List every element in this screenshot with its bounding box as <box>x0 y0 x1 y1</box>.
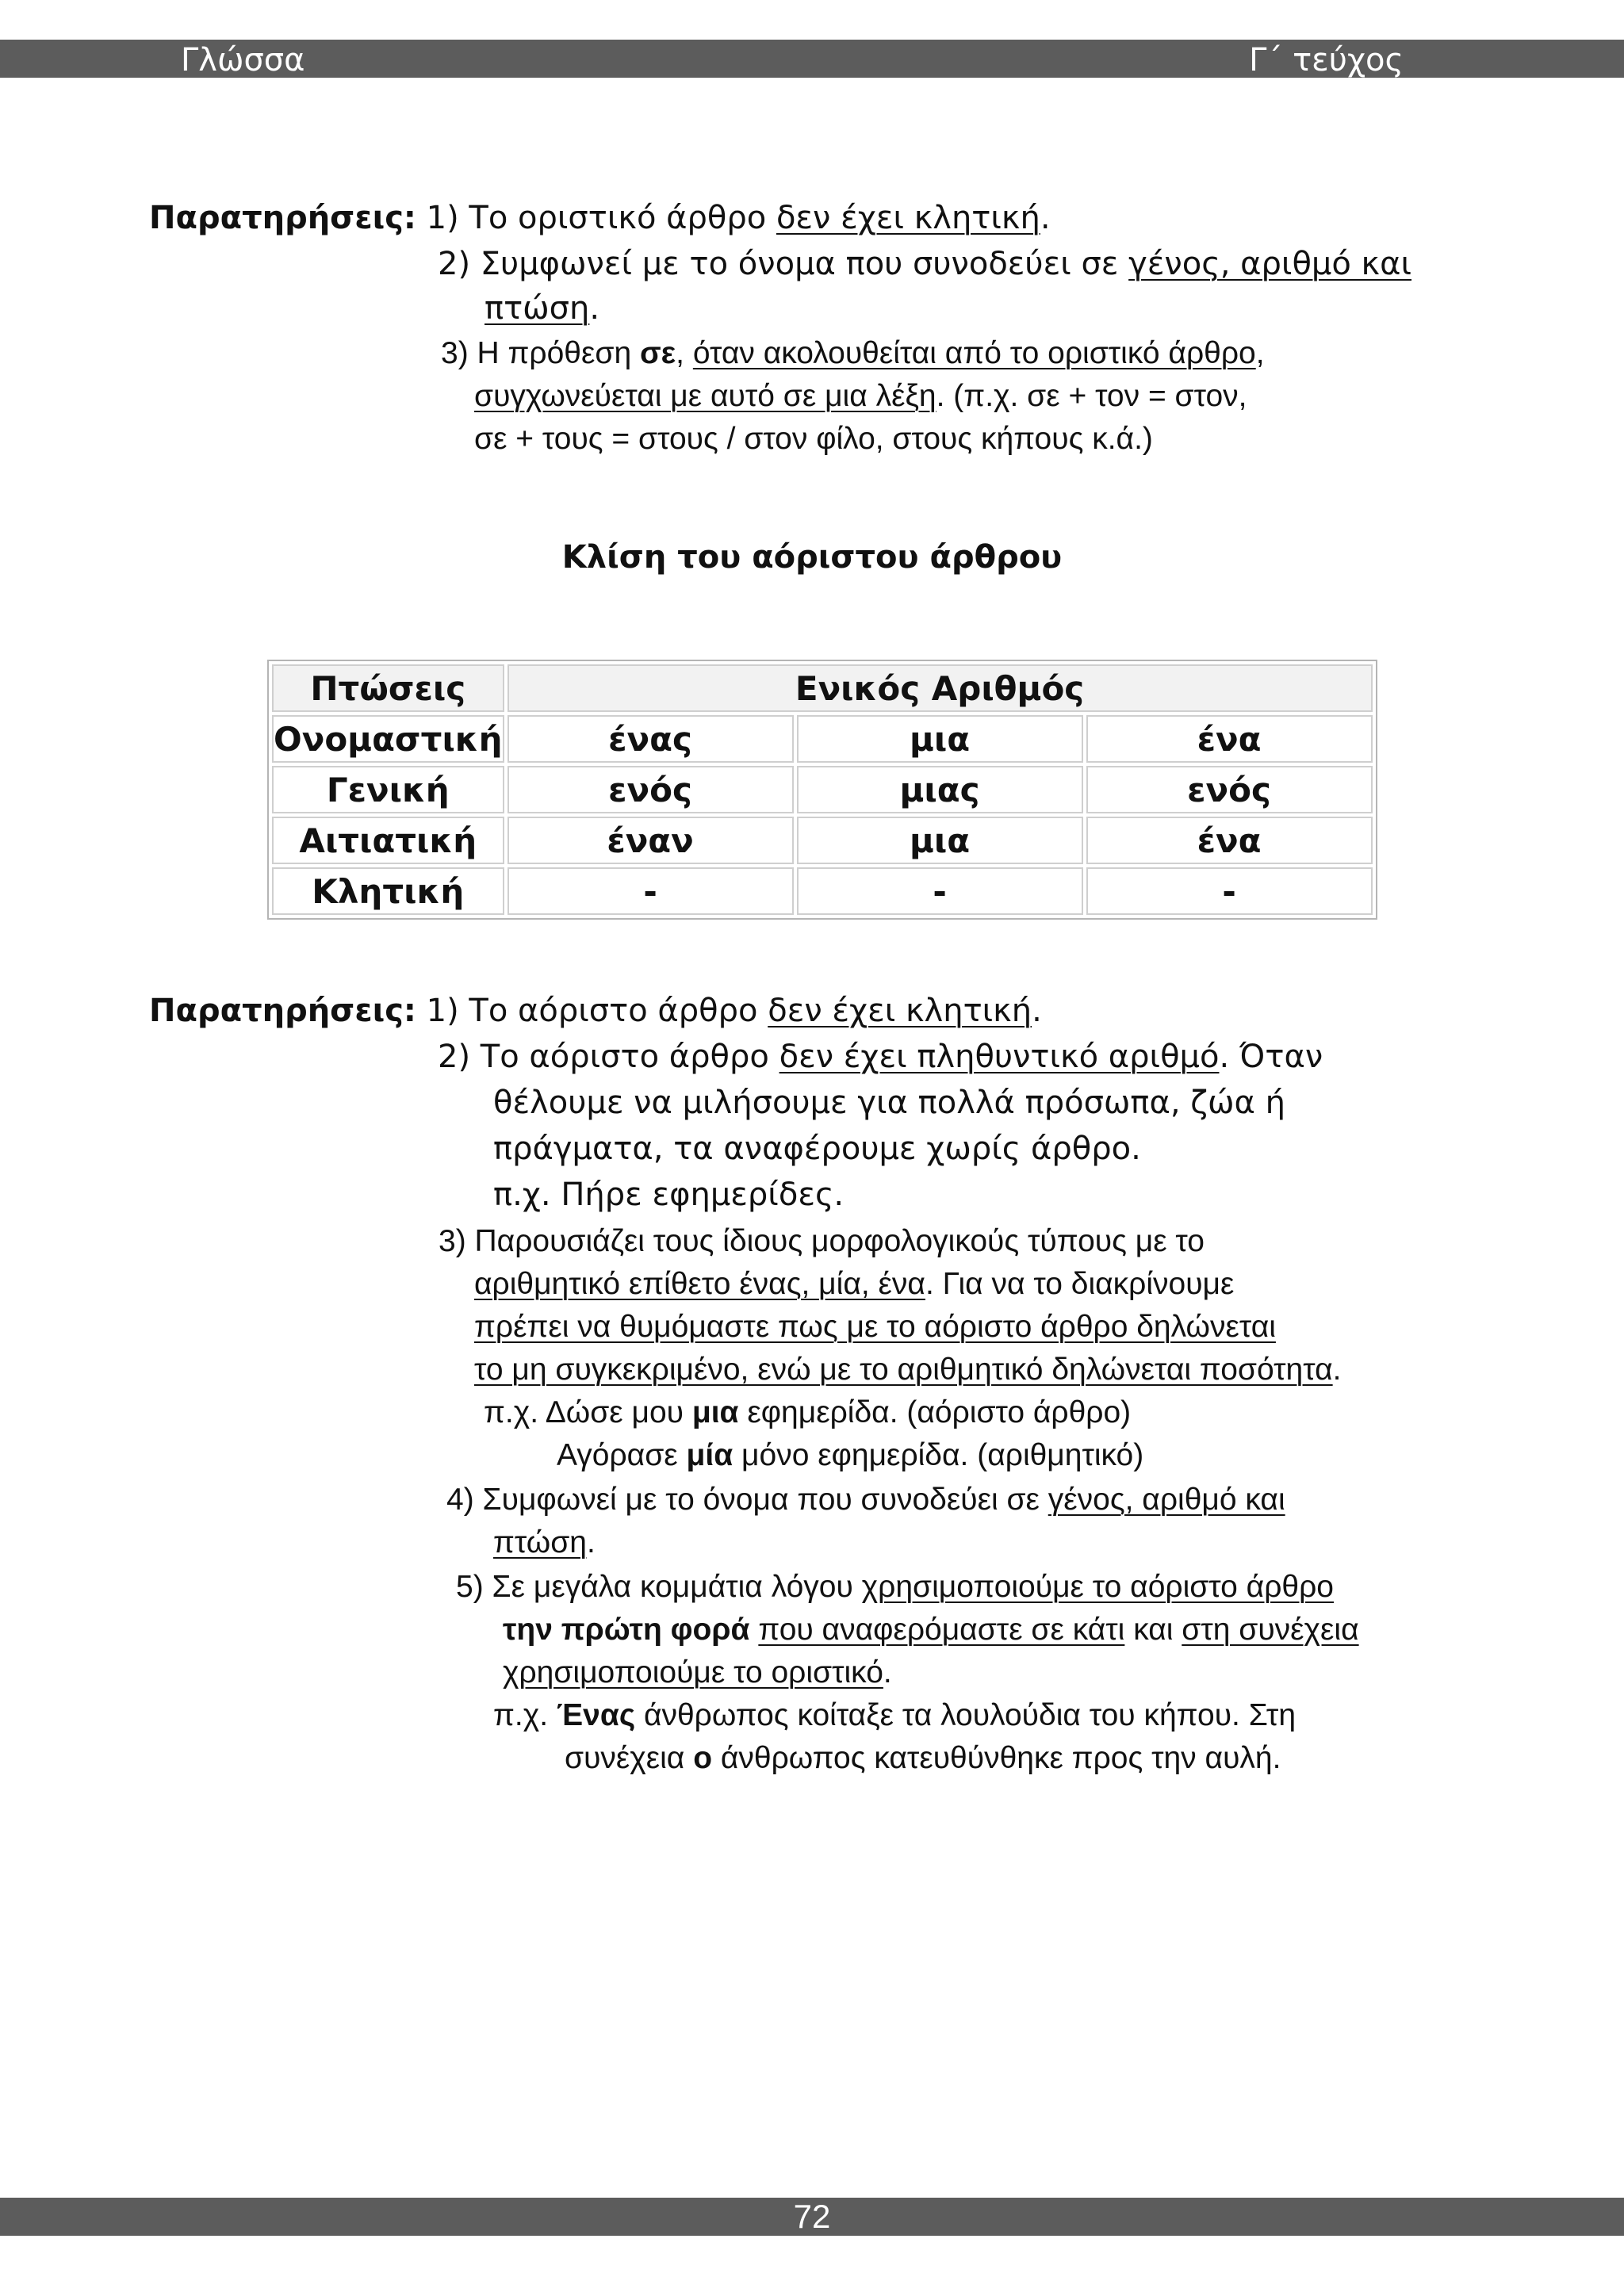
obs2-note-2-example: π.χ. Πήρε εφημερίδες. <box>493 1177 845 1213</box>
obs2-note-2-l2: θέλουμε να μιλήσουμε για πολλά πρόσωπα, ζώα ή <box>493 1085 1285 1121</box>
obs1-note-3: 3) Η πρόθεση σε, όταν ακολουθείται από το οριστικό άρθρο, <box>441 336 1265 370</box>
obs2-note-3: 3) Παρουσιάζει τους ίδιους μορφολογικούς τύπους με το <box>439 1224 1205 1258</box>
obs2-note-4: 4) Συμφωνεί με το όνομα που συνοδεύει σε γένος, αριθμό και <box>446 1483 1285 1517</box>
obs2-note-5-l3: χρησιμοποιούμε το οριστικό. <box>503 1655 892 1689</box>
obs2-note-1: Παρατηρήσεις: 1) Το αόριστο άρθρο δεν έχει κλητική. <box>149 993 1042 1029</box>
masculine-cell: έναν <box>508 817 794 864</box>
masculine-cell: ένας <box>508 715 794 763</box>
header-issue: Γ΄ τεύχος <box>1249 42 1404 78</box>
obs2-note-5-example-cont: συνέχεια ο άνθρωπος κατευθύνθηκε προς την αυλή. <box>565 1741 1281 1775</box>
neuter-cell: - <box>1086 867 1373 915</box>
page-number: 72 <box>793 2198 831 2235</box>
indefinite-article-table <box>267 660 1377 920</box>
obs2-note-4-cont: πτώση. <box>493 1525 596 1559</box>
table-row <box>272 817 1373 864</box>
obs2-note-2: 2) Το αόριστο άρθρο δεν έχει πληθυντικό αριθμό. Όταν <box>438 1039 1323 1075</box>
obs2-note-3-example-2: Αγόρασε μία μόνο εφημερίδα. (αριθμητικό) <box>557 1438 1144 1472</box>
feminine-cell: - <box>797 867 1083 915</box>
page-header-bar <box>0 40 1624 78</box>
obs2-note-2-l3: πράγματα, τα αναφέρουμε χωρίς άρθρο. <box>493 1131 1141 1167</box>
obs1-note-2: 2) Συμφωνεί με το όνομα που συνοδεύει σε γένος, αριθμό και <box>438 246 1412 282</box>
table-row <box>272 766 1373 813</box>
obs1-note-3-cont: συγχωνεύεται με αυτό σε μια λέξη. (π.χ. σε + τον = στον, <box>474 379 1247 413</box>
page-footer-bar <box>0 2198 1624 2236</box>
header-cases: Πτώσεις <box>272 664 504 712</box>
neuter-cell: ενός <box>1086 766 1373 813</box>
obs1-note-1: Παρατηρήσεις: 1) Το οριστικό άρθρο δεν έχει κλητική. <box>149 200 1051 236</box>
feminine-cell: μιας <box>797 766 1083 813</box>
table-row <box>272 715 1373 763</box>
obs2-note-5-l2: την πρώτη φορά που αναφερόμαστε σε κάτι και στη συνέχεια <box>503 1613 1359 1647</box>
obs2-note-3-l3: πρέπει να θυμόμαστε πως με το αόριστο άρθρο δηλώνεται <box>474 1310 1276 1344</box>
header-subject: Γλώσσα <box>181 42 305 78</box>
feminine-cell: μια <box>797 817 1083 864</box>
obs2-note-3-example-1: π.χ. Δώσε μου μια εφημερίδα. (αόριστο άρθρο) <box>484 1395 1132 1429</box>
obs1-note-2-cont: πτώση. <box>485 290 600 327</box>
case-cell: Κλητική <box>272 867 504 915</box>
header-singular: Ενικός Αριθμός <box>508 664 1373 712</box>
neuter-cell: ένα <box>1086 817 1373 864</box>
obs2-note-5-example: π.χ. Ένας άνθρωπος κοίταξε τα λουλούδια του κήπου. Στη <box>493 1698 1297 1732</box>
masculine-cell: - <box>508 867 794 915</box>
obs1-note-3-example: σε + τους = στους / στον φίλο, στους κήπους κ.ά.) <box>474 422 1153 456</box>
table-header-row <box>272 664 1373 712</box>
obs2-note-3-l2: αριθμητικό επίθετο ένας, μία, ένα. Για να το διακρίνουμε <box>474 1267 1235 1301</box>
feminine-cell: μια <box>797 715 1083 763</box>
case-cell: Αιτιατική <box>272 817 504 864</box>
masculine-cell: ενός <box>508 766 794 813</box>
neuter-cell: ένα <box>1086 715 1373 763</box>
obs2-label: Παρατηρήσεις: <box>149 993 416 1029</box>
obs2-note-5: 5) Σε μεγάλα κομμάτια λόγου χρησιμοποιούμε το αόριστο άρθρο <box>456 1570 1334 1604</box>
section-title: Κλίση του αόριστου άρθρου <box>561 539 1063 576</box>
case-cell: Ονομαστική <box>272 715 504 763</box>
obs2-note-3-l4: το μη συγκεκριμένο, ενώ με το αριθμητικό δηλώνεται ποσότητα. <box>474 1353 1342 1387</box>
case-cell: Γενική <box>272 766 504 813</box>
obs1-label: Παρατηρήσεις: <box>149 200 416 236</box>
table-row <box>272 867 1373 915</box>
